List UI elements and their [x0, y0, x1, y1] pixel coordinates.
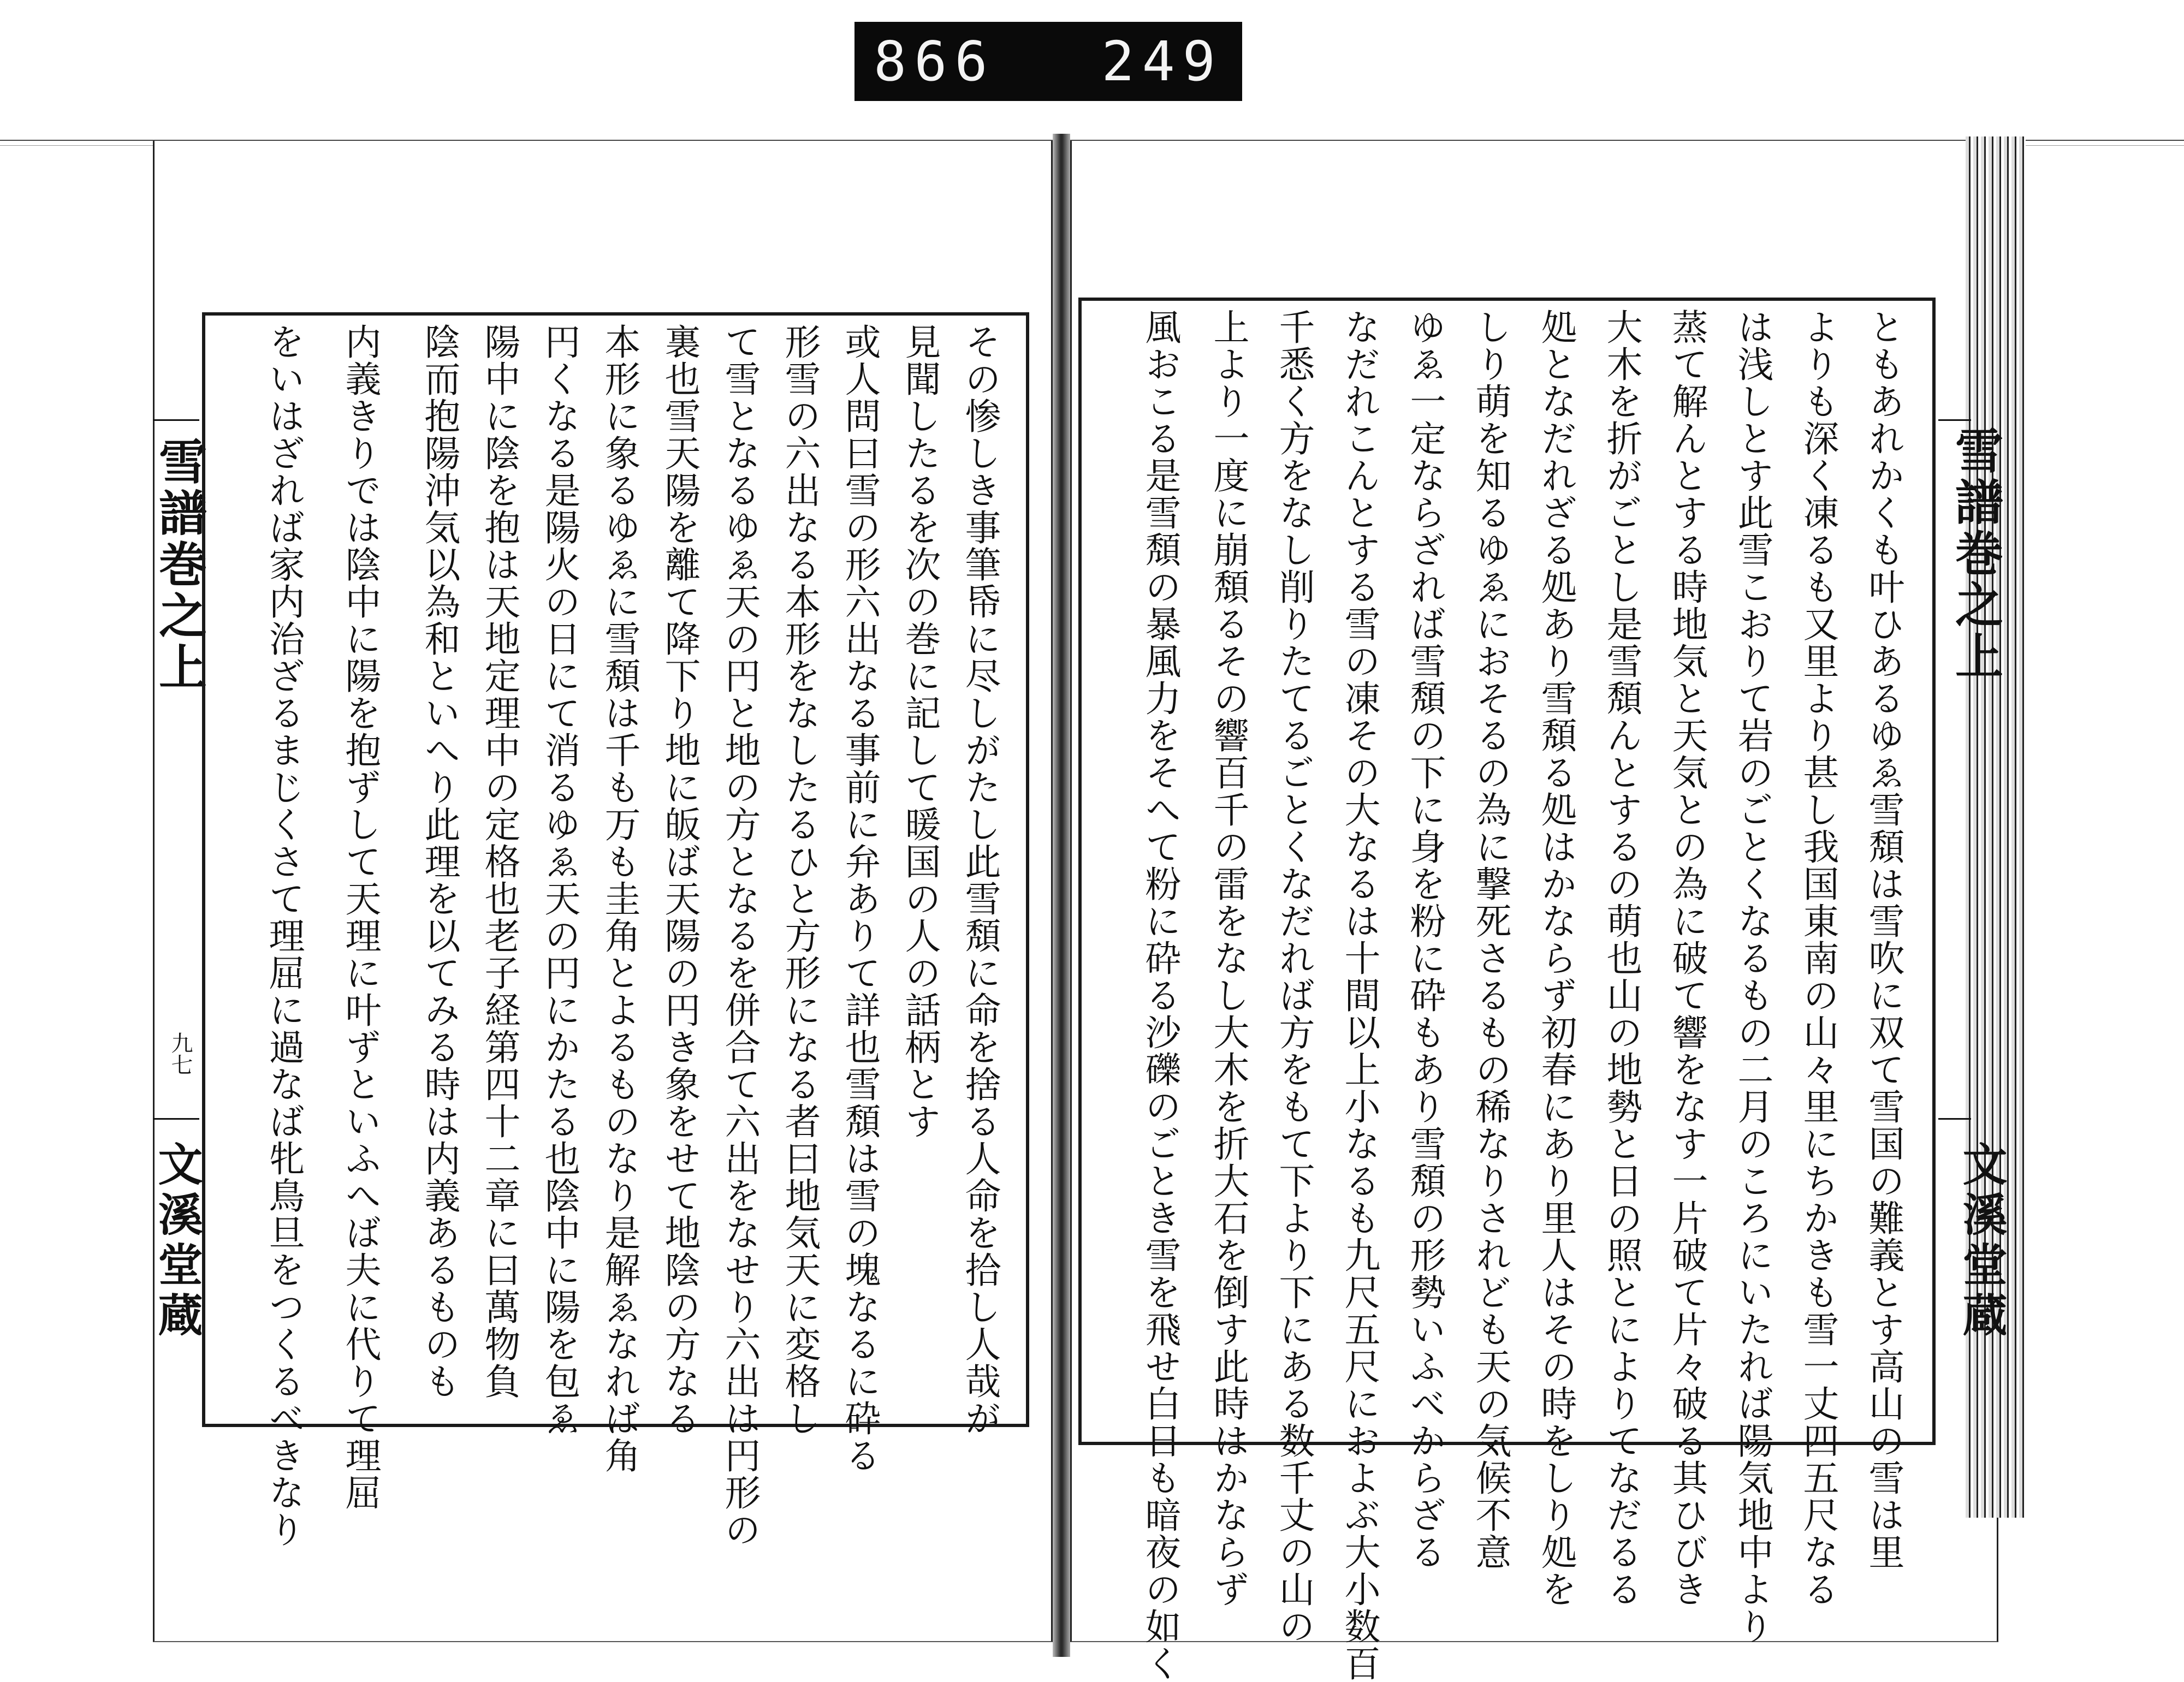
right-margin-title: 雪譜巻之上 [1948, 426, 2004, 682]
left-text-column: 形雪の六出なる本形をなしたるひと方形になる者曰地気天に変格し [779, 323, 821, 1437]
right-text-column: 千悉く方をなし削りたてるごとくなだれば方をもて下より下にある数千丈の山の [1273, 308, 1315, 1645]
left-text-column: 本形に象るゆゑに雪頽は千も万も圭角とよるものなり是解ゑなれば角 [598, 323, 640, 1474]
right-text-column: 上より一度に崩頽るその響百千の雷をなし大木を折大石を倒す此時はかならず [1207, 308, 1249, 1608]
right-publisher-mark: 文溪堂蔵 [1955, 1141, 2008, 1342]
left-text-column: 陽中に陰を抱は天地定理中の定格也老子経第四十二章に曰萬物負 [478, 323, 520, 1400]
right-text-column: ともあれかくも叶ひあるゆゑ雪頽は雪吹に双て雪国の難義とす高山の雪は里 [1862, 308, 1904, 1571]
left-text-column: 陰而抱陽沖気以為和といへり此理を以てみる時は内義あるものも [418, 323, 460, 1400]
left-text-column: 円くなる是陽火の日にて消るゆゑ天の円にかたる也陰中に陽を包ゑ [538, 323, 580, 1437]
right-text-column: なだれこんとする雪の凍その大なるは十間以上小なるも九尺五尺におよぶ大小数百 [1338, 308, 1380, 1682]
right-text-column: 蒸て解んとする時地気と天気との為に破て響をなす一片破て片々破る其ひびき [1666, 308, 1708, 1608]
left-text-column: 或人問曰雪の形六出なる事前に弁ありて詳也雪頽は雪の塊なるに砕る [839, 323, 881, 1474]
margin-rule-right-2 [1938, 1118, 1971, 1120]
right-text-column: よりも深く凍るも又里より甚し我国東南の山々里にちかきも雪一丈四五尺なる [1797, 308, 1839, 1608]
left-text-column: て雪となるゆゑ天の円と地の方となるを併合て六出をなせり六出は円形の [719, 323, 761, 1548]
book-gutter [1053, 134, 1070, 1657]
left-folio-number: 九七 [168, 1032, 193, 1075]
left-text-column: 内義きりでは陰中に陽を抱ずして天理に叶ずといふへば夫に代りて理屈 [339, 323, 381, 1511]
left-text-column: 裏也雪天陽を離て降下り地に皈ば天陽の円き象をせて地陰の方なる [658, 323, 701, 1437]
right-text-column: しり萌を知るゆゑにおそるの為に撃死さるもの稀なりされども天の気候不意 [1469, 308, 1511, 1571]
margin-rule-left-2 [153, 1118, 199, 1120]
catalog-number-label [854, 22, 1242, 101]
left-text-column: をいはざれば家内治ざるまじくさて理屈に過なば牝鳥旦をつくるべきなり [263, 323, 305, 1548]
margin-rule-right-1 [1938, 419, 1971, 421]
margin-rule-left-1 [153, 419, 199, 421]
left-text-column: その惨しき事筆帋に尽しがたし此雪頽に命を捨る人命を拾し人哉が [959, 323, 1001, 1437]
catalog-number-left: 866 [874, 29, 995, 93]
right-text-column: 処となだれざる処あり雪頽る処はかならず初春にあり里人はその時をしり処を [1535, 308, 1577, 1608]
left-publisher-mark: 文溪堂蔵 [151, 1141, 203, 1342]
catalog-number-right: 249 [1101, 29, 1223, 93]
left-text-column: 見聞したるを次の巻に記して暖国の人の話柄とす [899, 323, 941, 1140]
right-text-column: 大木を折がごとし是雪頽んとするの萌也山の地勢と日の照とによりてなだるる [1600, 308, 1642, 1608]
left-text-frame [202, 312, 1029, 1548]
right-text-column: 風おこる是雪頽の暴風力をそへて粉に砕る沙礫のごとき雪を飛せ白日も暗夜の如く [1139, 308, 1181, 1682]
right-text-column: ゆゑ一定ならざれば雪頽の下に身を粉に砕もあり雪頽の形勢いふべからざる [1404, 308, 1446, 1571]
right-text-frame [1078, 298, 1936, 1682]
right-text-column: は浅しとす此雪こおりて岩のごとくなるもの二月のころにいたれば陽気地中より [1731, 308, 1773, 1645]
left-margin-title: 雪譜巻之上 [151, 437, 208, 693]
